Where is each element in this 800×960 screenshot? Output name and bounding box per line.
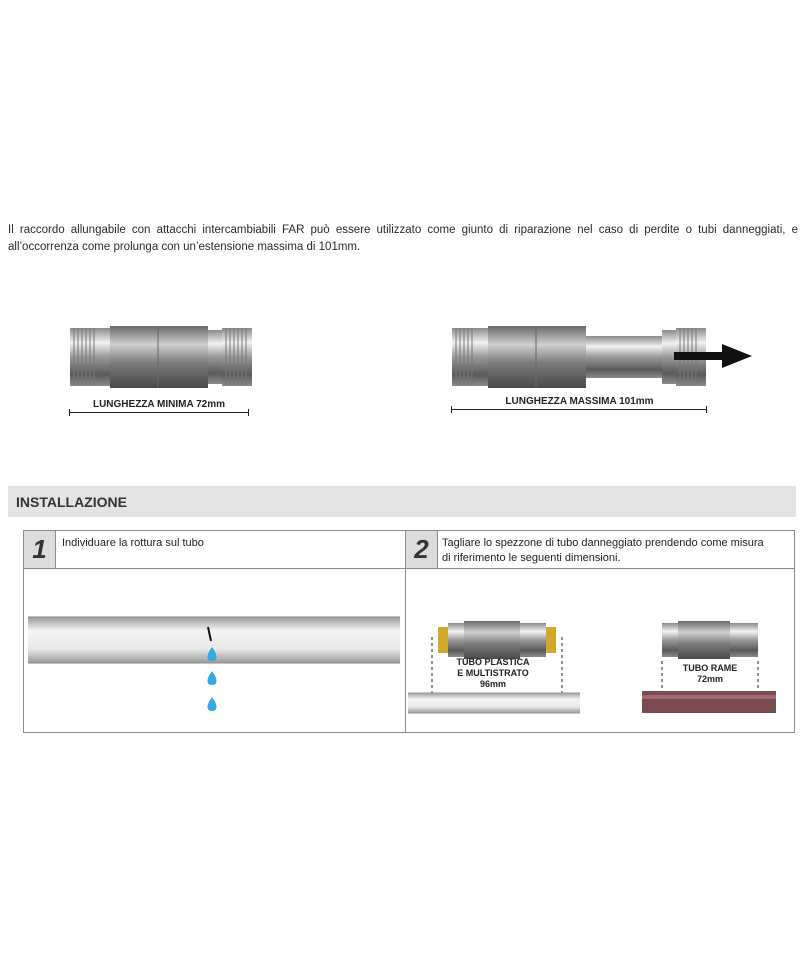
step-1-text: Individuare la rottura sul tubo xyxy=(62,537,204,549)
step-1-number: 1 xyxy=(24,531,56,568)
installation-header-bar xyxy=(8,486,796,517)
water-drops xyxy=(208,647,217,711)
fitting-max-image xyxy=(448,324,753,390)
plastic-pipe-label xyxy=(448,657,538,690)
step-header-line xyxy=(24,568,794,569)
plastic-label-line-3: 96mm xyxy=(479,679,506,689)
copper-label-line-2: 72mm xyxy=(696,674,723,684)
plastic-label-line-1: TUBO PLASTICA xyxy=(456,657,530,667)
max-length-label: LUNGHEZZA MASSIMA 101mm xyxy=(505,396,654,407)
fitting-min-image xyxy=(66,324,256,390)
min-length-label: LUNGHEZZA MINIMA 72mm xyxy=(92,399,226,410)
installation-title: INSTALLAZIONE xyxy=(16,494,127,510)
step-2-number: 2 xyxy=(406,531,438,568)
step-2-text: Tagliare lo spezzone di tubo danneggiato prendendo come misura di riferimento le seguenti dimensioni. xyxy=(442,537,764,564)
copper-label-line-1: TUBO RAME xyxy=(682,663,738,673)
min-length-dimension-line xyxy=(69,412,249,413)
plastic-label-line-2: E MULTISTRATO xyxy=(457,668,529,678)
intro-paragraph: Il raccordo allungabile con attacchi intercambiabili FAR può essere utilizzato come giunto di riparazione nel caso di perdite o tubi danneggiati, e all’occorrenza come prolunga con un’estensione massima di 101mm. xyxy=(8,224,798,253)
broken-pipe-illustration xyxy=(28,611,400,721)
installation-steps-box xyxy=(23,530,795,733)
copper-pipe-label xyxy=(670,663,750,685)
max-length-dimension-line xyxy=(451,409,707,410)
